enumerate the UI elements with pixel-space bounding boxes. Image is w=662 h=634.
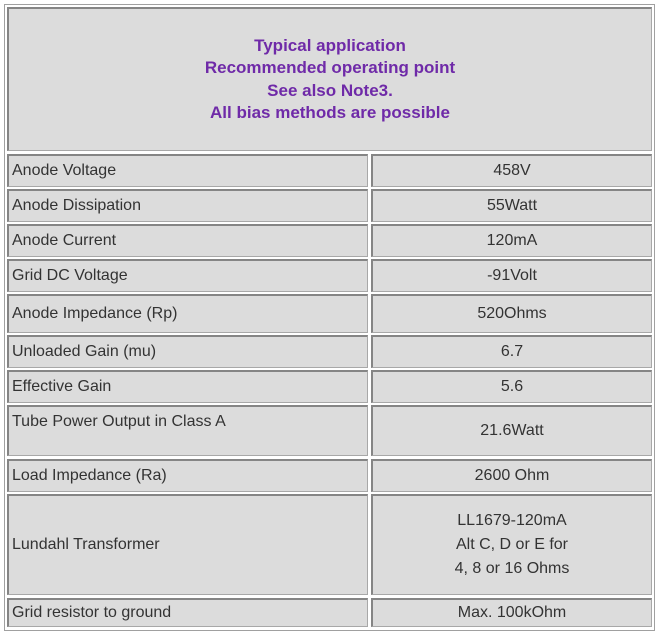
header-line: See also Note3. bbox=[267, 80, 393, 100]
row-value-grid-resistor bbox=[371, 598, 652, 627]
row-value-anode-dissipation bbox=[371, 189, 652, 222]
row-value-anode-voltage bbox=[371, 154, 652, 187]
value-line: 21.6Watt bbox=[480, 422, 544, 439]
value-line: Alt C, D or E for bbox=[455, 536, 569, 553]
row-label-load-impedance: Load Impedance (Ra) bbox=[7, 459, 368, 492]
table-header bbox=[7, 7, 652, 151]
value-line: 55Watt bbox=[486, 197, 538, 214]
value-line: 520Ohms bbox=[477, 305, 547, 322]
value-line: 2600 Ohm bbox=[474, 467, 550, 484]
row-value-anode-impedance bbox=[371, 294, 652, 333]
row-value-load-impedance bbox=[371, 459, 652, 492]
row-label-lundahl-transformer: Lundahl Transformer bbox=[7, 494, 368, 595]
value-line: 5.6 bbox=[500, 378, 524, 395]
row-label-anode-impedance: Anode Impedance (Rp) bbox=[7, 294, 368, 333]
row-label-unloaded-gain: Unloaded Gain (mu) bbox=[7, 335, 368, 368]
row-label-grid-dc-voltage: Grid DC Voltage bbox=[7, 259, 368, 292]
spec-table bbox=[4, 4, 655, 631]
header-line: Typical application bbox=[254, 35, 406, 55]
row-label-effective-gain: Effective Gain bbox=[7, 370, 368, 403]
row-value-anode-current bbox=[371, 224, 652, 257]
value-line: 120mA bbox=[486, 232, 538, 249]
row-value-unloaded-gain bbox=[371, 335, 652, 368]
value-line: -91Volt bbox=[487, 267, 537, 284]
row-label-anode-voltage: Anode Voltage bbox=[7, 154, 368, 187]
row-label-grid-resistor: Grid resistor to ground bbox=[7, 598, 368, 627]
row-label-anode-dissipation: Anode Dissipation bbox=[7, 189, 368, 222]
row-value-grid-dc-voltage bbox=[371, 259, 652, 292]
value-line: 6.7 bbox=[500, 343, 524, 360]
header-line: All bias methods are possible bbox=[210, 103, 450, 122]
row-value-tube-power-output bbox=[371, 405, 652, 456]
value-line: Max. 100kOhm bbox=[457, 604, 567, 621]
row-value-effective-gain bbox=[371, 370, 652, 403]
row-value-lundahl-transformer bbox=[371, 494, 652, 595]
value-line: LL1679-120mA bbox=[457, 512, 567, 529]
value-line: 458V bbox=[493, 162, 531, 179]
header-line: Recommended operating point bbox=[204, 58, 456, 77]
row-label-tube-power-output: Tube Power Output in Class A bbox=[7, 405, 368, 456]
row-label-anode-current: Anode Current bbox=[7, 224, 368, 257]
value-line: 4, 8 or 16 Ohms bbox=[454, 560, 570, 577]
